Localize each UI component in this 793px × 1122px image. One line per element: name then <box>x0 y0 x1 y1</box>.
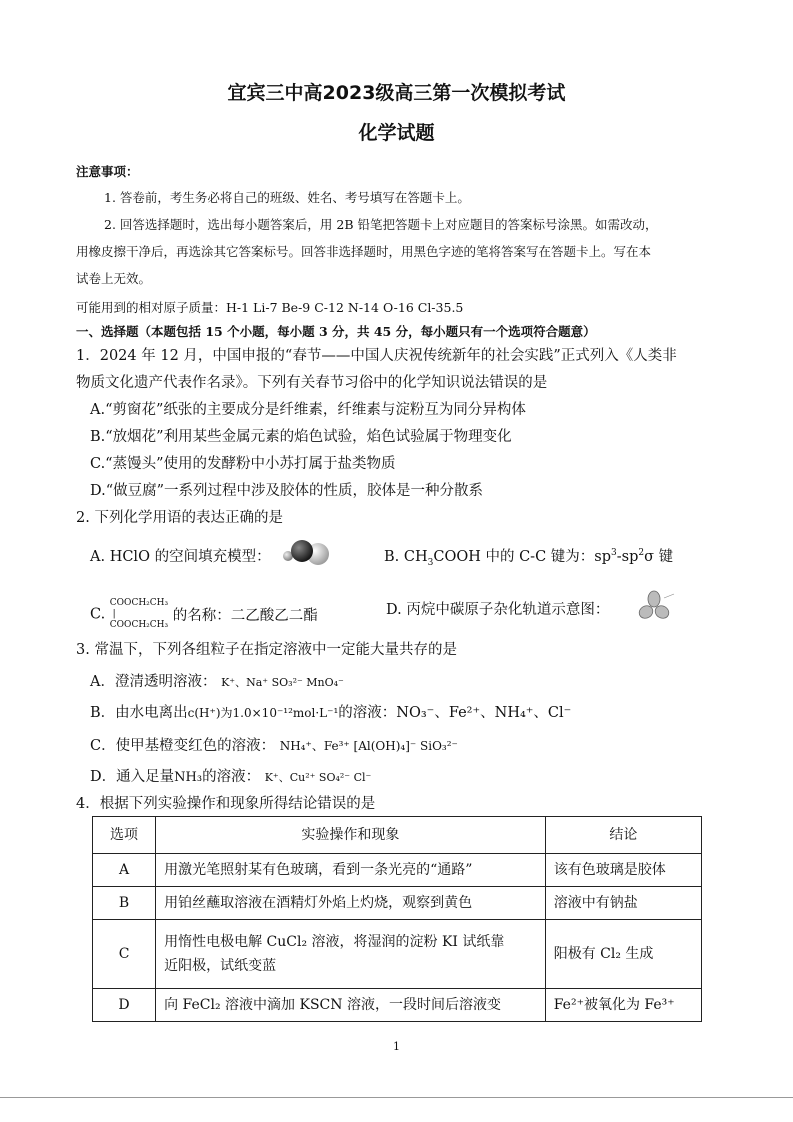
table-row: A 用激光笔照射某有色玻璃，看到一条光亮的“通路” 该有色玻璃是胶体 <box>93 854 702 887</box>
note-2-line-2: 用橡皮擦干净后，再选涂其它答案标号。回答非选择题时，用黑色字迹的笔将答案写在答题卡上。写在本 <box>76 244 652 259</box>
page-number: 1 <box>393 1040 400 1053</box>
hclo-space-filling-model-icon <box>280 534 332 570</box>
q4-experiment-table <box>92 816 702 1022</box>
note-1: 1. 答卷前，考生务必将自己的班级、姓名、考号填写在答题卡上。 <box>104 190 470 205</box>
subject-title: 化学试题 <box>358 122 435 144</box>
table-header-row <box>93 817 702 854</box>
q2-option-a <box>90 545 271 566</box>
table-row: B 用铂丝蘸取溶液在酒精灯外焰上灼烧，观察到黄色 溶液中有钠盐 <box>93 887 702 920</box>
header-operation: 实验操作和现象 <box>156 817 546 854</box>
q1-stem-line-2: 物质文化遗产代表作名录》。下列有关春节习俗中的化学知识说法错误的是 <box>76 375 548 391</box>
exam-title: 宜宾三中高2023级高三第一次模拟考试 <box>227 82 566 104</box>
q2-option-d: D. 丙烷中碳原子杂化轨道示意图： <box>386 602 610 618</box>
table-row: C 用惰性电极电解 CuCl₂ 溶液，将湿润的淀粉 KI 试纸靠 近阳极，试纸变蓝 阳极有 Cl₂ 生成 <box>93 920 702 989</box>
q3-option-b: B．由水电离出c(H⁺)为1.0×10⁻¹²mol·L⁻¹的溶液：NO₃⁻、Fe²⁺、NH₄⁺、Cl⁻ <box>90 705 572 721</box>
q1-option-a: A.“剪窗花”纸张的主要成分是纤维素，纤维素与淀粉互为同分异构体 <box>90 402 526 418</box>
q1-option-b: B.“放烟花”利用某些金属元素的焰色试验，焰色试验属于物理变化 <box>90 429 512 445</box>
q3-option-c: C．使甲基橙变红色的溶液： NH₄⁺、Fe³⁺ [Al(OH)₄]⁻ SiO₃²⁻ <box>90 738 458 754</box>
note-2-line-1: 2. 回答选择题时，选出每小题答案后，用 2B 铅笔把答题卡上对应题目的答案标号涂黑。如需改动， <box>104 217 658 232</box>
q1-stem-line-1: 1．2024 年 12 月，中国申报的“春节——中国人庆祝传统新年的社会实践”正式列入《人类非 <box>76 348 677 364</box>
q2-stem: 2. 下列化学用语的表达正确的是 <box>76 510 283 526</box>
header-conclusion: 结论 <box>545 817 701 854</box>
q1-option-d: D.“做豆腐”一系列过程中涉及胶体的性质，胶体是一种分散系 <box>90 483 484 499</box>
section-heading: 一、选择题（本题包括 15 个小题，每小题 3 分，共 45 分，每小题只有一个选项符合题意） <box>76 324 596 339</box>
diethyl-oxalate-structure: COOCH₂CH₃ | COOCH₂CH₃ <box>109 598 169 630</box>
table-row: D 向 FeCl₂ 溶液中滴加 KSCN 溶液，一段时间后溶液变 Fe²⁺被氧化为 Fe³⁺ <box>93 989 702 1022</box>
note-2-line-3: 试卷上无效。 <box>76 271 152 286</box>
hybrid-orbital-diagram-icon <box>636 590 678 624</box>
q3-stem: 3. 常温下，下列各组粒子在指定溶液中一定能大量共存的是 <box>76 642 457 658</box>
atomic-masses: 可能用到的相对原子质量：H-1 Li-7 Be-9 C-12 N-14 O-16 Cl-35.5 <box>76 300 464 315</box>
q2-option-b: B. $CH_3COOH$ 中的 C-C 键为：$sp^3-sp^2\sigma$ 键 <box>384 548 674 568</box>
page-bottom-divider <box>0 1097 793 1098</box>
q3-option-a: A．澄清透明溶液： K⁺、Na⁺ SO₃²⁻ MnO₄⁻ <box>90 674 344 690</box>
q4-stem: 4．根据下列实验操作和现象所得结论错误的是 <box>76 796 376 812</box>
q3-option-d: D．通入足量NH₃的溶液： K⁺、Cu²⁺ SO₄²⁻ Cl⁻ <box>90 769 372 785</box>
notes-heading: 注意事项： <box>76 164 139 179</box>
header-option: 选项 <box>93 817 156 854</box>
q2-option-c: C. COOCH₂CH₃ | COOCH₂CH₃ 的名称：二乙酸乙二酯 <box>90 598 318 630</box>
q2-option-a-text: A. HClO 的空间填充模型： <box>90 549 271 565</box>
q1-option-c: C.“蒸馒头”使用的发酵粉中小苏打属于盐类物质 <box>90 456 396 472</box>
